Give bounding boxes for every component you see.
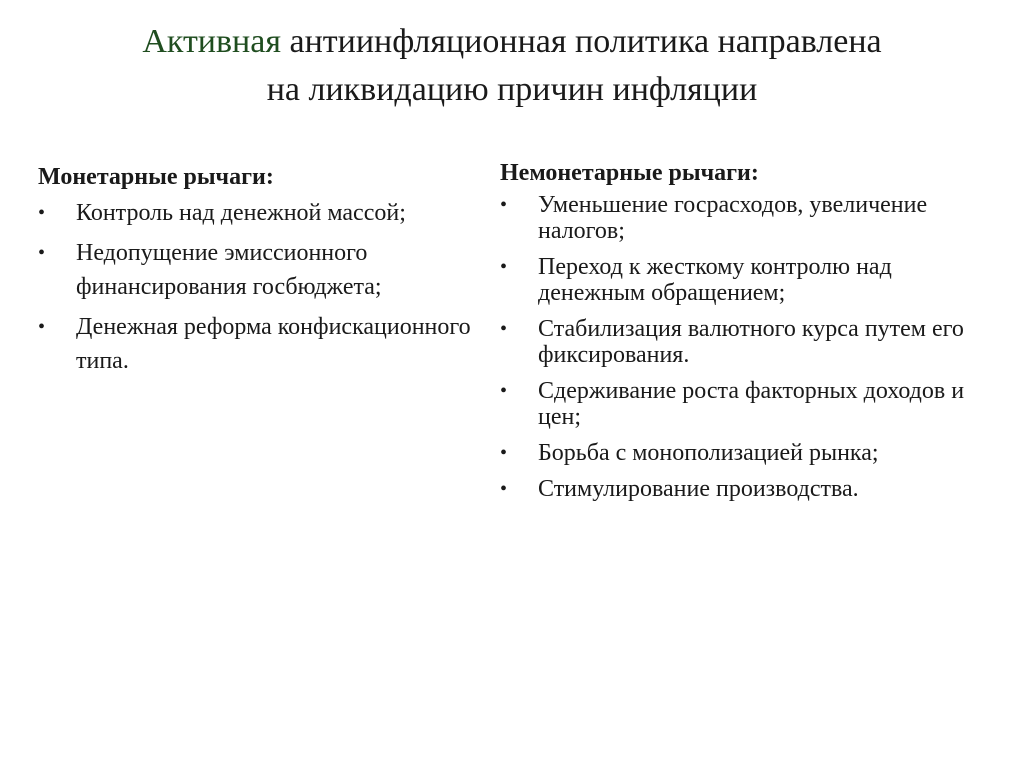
list-item-text: Стимулирование производства. <box>538 476 859 502</box>
list-item <box>38 196 488 230</box>
title-line2: на ликвидацию причин инфляции <box>266 71 758 108</box>
list-item <box>500 476 980 502</box>
bullet-icon: • <box>500 256 508 278</box>
bullet-icon: • <box>38 202 46 224</box>
bullet-icon: • <box>500 318 508 340</box>
list-item-text: Стабилизация валютного курса путем его фиксирования. <box>538 316 964 368</box>
list-item <box>38 236 488 304</box>
list-item <box>500 440 980 466</box>
monetary-heading: Монетарные рычаги: <box>38 164 274 190</box>
list-item-text: Недопущение эмиссионного финансирования госбюджета; <box>76 240 382 300</box>
nonmonetary-column <box>500 158 980 512</box>
monetary-column <box>38 162 488 384</box>
bullet-icon: • <box>500 194 508 216</box>
list-item <box>500 316 980 368</box>
list-item-text: Переход к жесткому контролю над денежным обращением; <box>538 254 892 306</box>
list-item-text: Сдерживание роста факторных доходов и цен; <box>538 378 965 430</box>
list-item <box>500 378 980 430</box>
slide-title <box>40 18 984 114</box>
bullet-icon: • <box>38 316 46 338</box>
bullet-icon: • <box>500 442 508 464</box>
list-item <box>500 192 980 244</box>
title-accent-word: Активная <box>142 23 281 60</box>
list-item-text: Уменьшение госрасходов, увеличение налогов; <box>538 192 928 244</box>
nonmonetary-heading: Немонетарные рычаги: <box>500 160 759 186</box>
bullet-icon: • <box>500 380 508 402</box>
list-item-text: Борьба с монополизацией рынка; <box>538 440 879 466</box>
bullet-icon: • <box>500 478 508 500</box>
title-line1-rest: антиинфляционная политика направлена <box>280 23 882 60</box>
nonmonetary-list <box>500 192 980 502</box>
list-item <box>500 254 980 306</box>
list-item-text: Денежная реформа конфискационного типа. <box>76 314 471 374</box>
list-item-text: Контроль над денежной массой; <box>76 200 406 226</box>
list-item <box>38 310 488 378</box>
bullet-icon: • <box>38 242 46 264</box>
monetary-list <box>38 196 488 378</box>
